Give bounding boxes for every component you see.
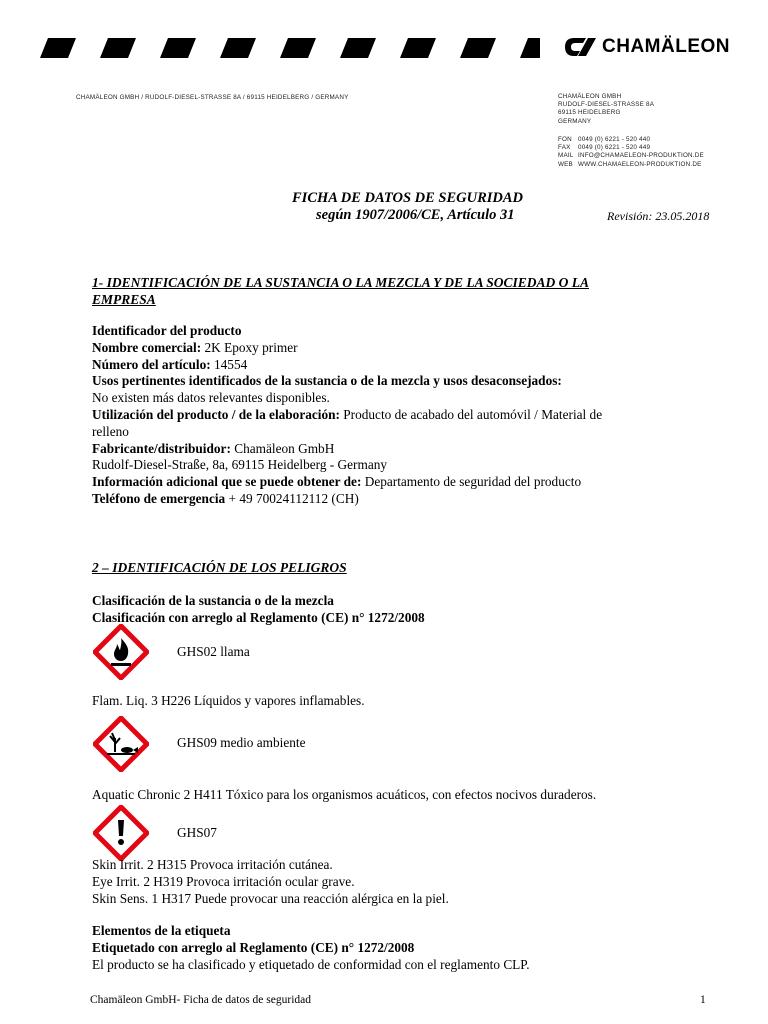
contact-key: WEB (558, 160, 573, 168)
maker-label: Fabricante/distribuidor: (92, 440, 231, 456)
section-1-body (92, 323, 602, 508)
h226-statement: Flam. Liq. 3 H226 Líquidos y vapores inflamables. (92, 693, 365, 708)
company-address-line: CHAMÄLEON GMBH / RUDOLF-DIESEL-STRASSE 8A / 69115 HEIDELBERG / GERMANY (76, 94, 349, 101)
address-line: 69115 HEIDELBERG (558, 109, 621, 117)
contact-block (558, 136, 704, 169)
info-label: Información adicional que se puede obtener de: (92, 474, 362, 490)
classification-title: Clasificación de la sustancia o de la mezcla (92, 593, 334, 608)
contact-key: FAX (558, 144, 571, 152)
info-text: Departamento de seguridad del producto (361, 474, 582, 490)
classification-reg: Clasificación con arreglo al Reglamento (CE) n° 1272/2008 (92, 609, 425, 625)
ghs09-label: GHS09 medio ambiente (177, 735, 306, 750)
section-1-heading (92, 274, 589, 308)
header-stripe-decoration (40, 38, 540, 58)
contact-web (558, 161, 704, 169)
document-subtitle: según 1907/2006/CE, Artículo 31 (316, 207, 515, 223)
footer-text: Chamäleon GmbH- Ficha de datos de seguridad (90, 994, 311, 1006)
h317-statement: Skin Sens. 1 H317 Puede provocar una reacción alérgica en la piel. (92, 890, 449, 906)
document-title: FICHA DE DATOS DE SEGURIDAD (292, 190, 524, 206)
contact-fax (558, 144, 704, 152)
article-number: 14554 (210, 356, 248, 372)
label-reg: Etiquetado con arreglo al Reglamento (CE) n° 1272/2008 (92, 939, 415, 955)
h319-statement: Eye Irrit. 2 H319 Provoca irritación ocular grave. (92, 873, 355, 889)
contact-value[interactable]: INFO@CHAMAELEON-PRODUKTION.DE (578, 152, 704, 160)
address-line: GERMANY (558, 117, 592, 125)
trade-name: 2K Epoxy primer (201, 339, 298, 355)
company-logo (562, 34, 742, 60)
chameleon-logo-icon (562, 36, 596, 58)
use-label: Utilización del producto / de la elaboración: (92, 406, 340, 422)
address-line: CHAMÄLEON GMBH (558, 93, 622, 100)
contact-mail (558, 152, 704, 160)
ghs02-flame-icon (93, 624, 149, 680)
label-title: Elementos de la etiqueta (92, 923, 231, 938)
use-text: Producto de acabado del automóvil / Material de (339, 406, 603, 422)
h315-statement: Skin Irrit. 2 H315 Provoca irritación cutánea. (92, 857, 333, 872)
contact-fon (558, 136, 704, 144)
maker-name: Chamäleon GmbH (230, 440, 335, 456)
phone-number: + 49 70024112112 (CH) (225, 490, 359, 506)
contact-key: FON (558, 136, 572, 143)
address-block (558, 93, 654, 126)
trade-name-label: Nombre comercial: (92, 339, 202, 355)
maker-address: Rudolf-Diesel-Straße, 8a, 69115 Heidelberg - Germany (92, 457, 388, 473)
h411-statement: Aquatic Chronic 2 H411 Tóxico para los organismos acuáticos, con efectos nocivos duraderos. (92, 787, 597, 802)
product-id-label: Identificador del producto (92, 323, 242, 338)
logo-text: CHAMÄLEON (602, 36, 730, 57)
label-text: El producto se ha clasificado y etiquetado de conformidad con el reglamento CLP. (92, 956, 530, 972)
contact-value[interactable]: WWW.CHAMAELEON-PRODUKTION.DE (578, 160, 702, 168)
address-line: RUDOLF-DIESEL-STRASSE 8A (558, 101, 655, 109)
hazard-statements (92, 857, 449, 907)
contact-value: 0049 (0) 6221 - 520 440 (578, 136, 651, 143)
page-number: 1 (700, 994, 706, 1006)
revision-date: Revisión: 23.05.2018 (607, 209, 710, 223)
label-elements-block (92, 923, 530, 973)
heading-line: 1- IDENTIFICACIÓN DE LA SUSTANCIA O LA MEZCLA Y DE LA SOCIEDAD O LA (92, 275, 590, 290)
classification-block (92, 593, 425, 627)
contact-value: 0049 (0) 6221 - 520 449 (578, 144, 651, 152)
uses-label: Usos pertinentes identificados de la sustancia o de la mezcla y usos desaconsejados: (92, 373, 562, 389)
use-text-cont: relleno (92, 423, 129, 439)
ghs09-environment-icon (93, 716, 149, 772)
ghs02-label: GHS02 llama (177, 644, 250, 659)
ghs07-label: GHS07 (177, 825, 217, 840)
phone-label: Teléfono de emergencia (92, 490, 226, 506)
section-2-heading: 2 – IDENTIFICACIÓN DE LOS PELIGROS (92, 560, 347, 575)
contact-key: MAIL (558, 152, 574, 160)
article-label: Número del artículo: (92, 356, 211, 372)
uses-text: No existen más datos relevantes disponibles. (92, 390, 330, 406)
ghs07-exclamation-icon (93, 805, 149, 861)
heading-line: EMPRESA (92, 292, 156, 307)
